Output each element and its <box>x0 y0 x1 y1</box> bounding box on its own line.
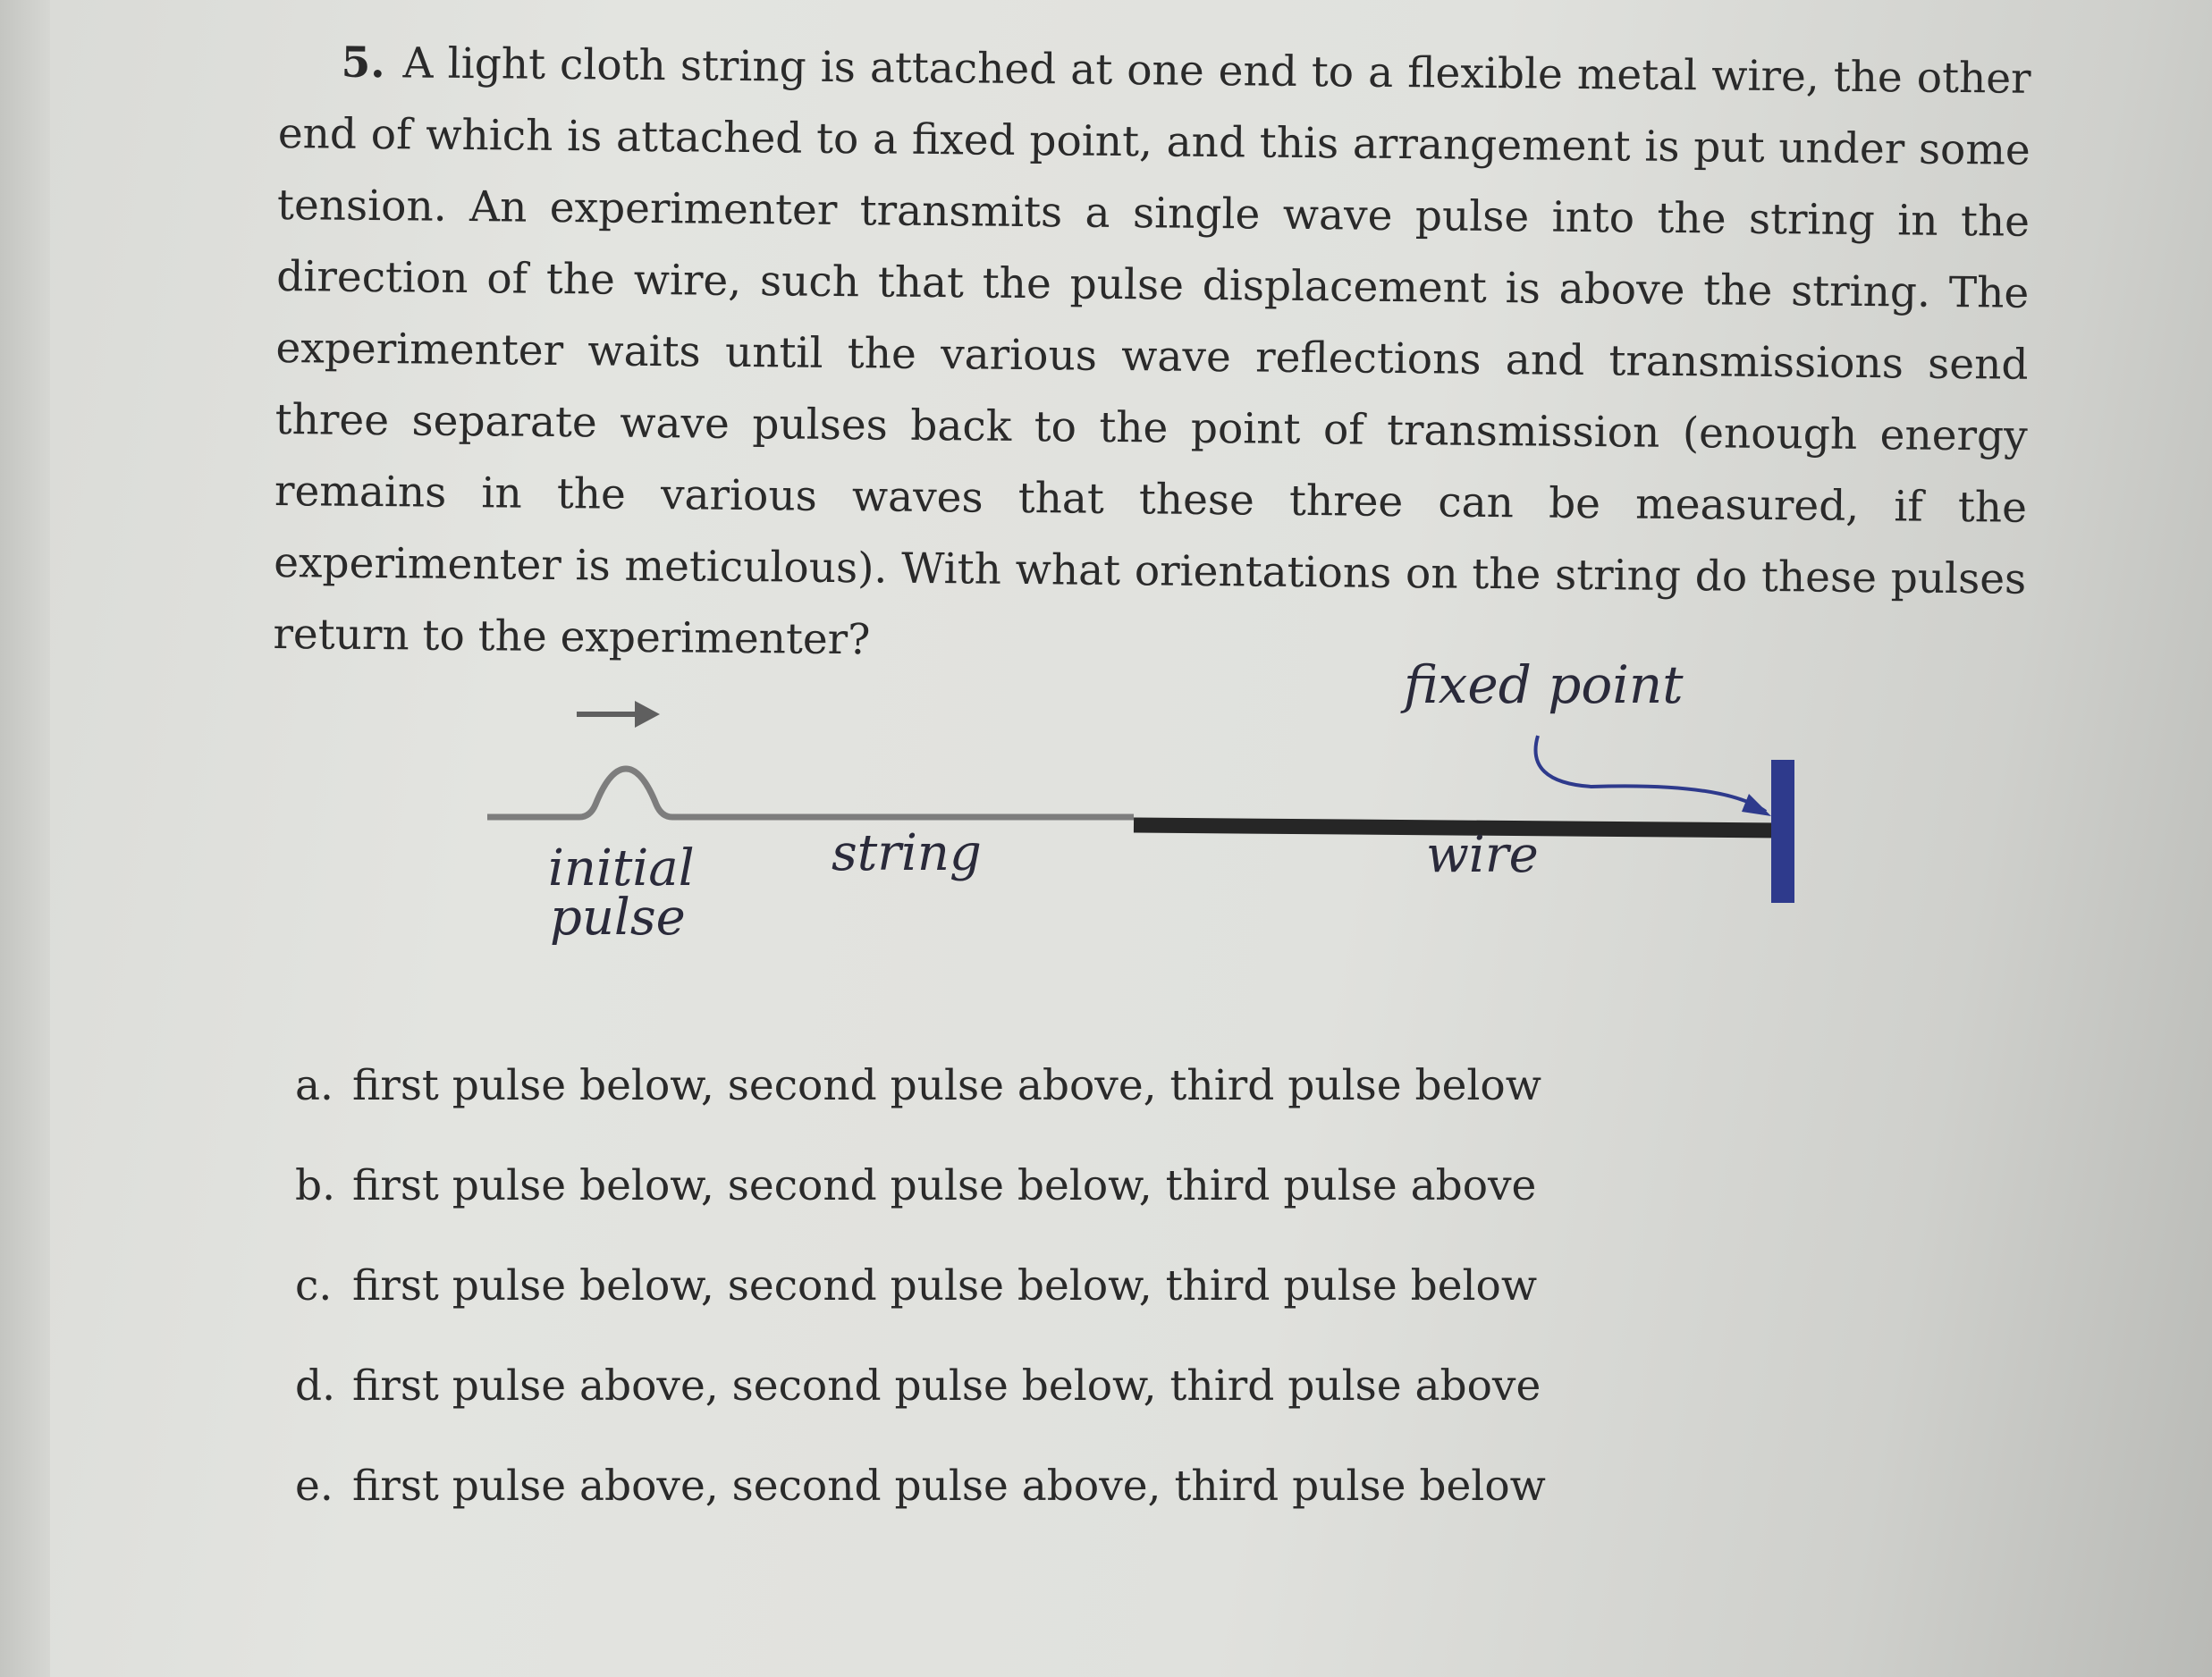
choice-letter: d. <box>295 1361 336 1411</box>
choice-e[interactable] <box>295 1455 1546 1555</box>
label-pulse: pulse <box>550 889 686 947</box>
choice-d[interactable] <box>295 1355 1541 1455</box>
choice-letter: e. <box>295 1462 333 1511</box>
curved-arrow-icon <box>1536 736 1772 816</box>
choice-c[interactable] <box>295 1255 1538 1355</box>
choice-letter: a. <box>295 1061 333 1110</box>
string-with-pulse <box>487 769 1134 817</box>
choice-text: first pulse above, second pulse above, third pulse below <box>352 1462 1546 1511</box>
right-arrow-icon <box>577 701 660 728</box>
page-edge <box>0 0 50 1677</box>
choice-text: first pulse below, second pulse below, third pulse above <box>352 1161 1537 1210</box>
answer-choices <box>295 1055 1546 1555</box>
choice-b[interactable] <box>295 1155 1537 1255</box>
choice-text: first pulse below, second pulse above, third pulse below <box>352 1061 1541 1110</box>
question <box>273 27 2031 687</box>
label-wire: wire <box>1426 826 1539 884</box>
question-text: A light cloth string is attached at one end to a flexible metal wire, the other end of which is attached to a fixed point, and this arrangement is put under some tension. An experimenter transmits a single wave pulse into the string in the direction of the wire, such that the pulse displacement is above the string. The experimenter waits until the various wave reflections and transmissions send three separate wave pulses back to the point of transmission (enough energy remains in the various waves that these three can be measured, if the experimenter is meticulous). With what orientations on the string do these pulses return to the experimenter? <box>273 38 2031 665</box>
choice-a[interactable] <box>295 1055 1541 1155</box>
choice-letter: b. <box>295 1161 336 1210</box>
choice-letter: c. <box>295 1261 333 1310</box>
fixed-point-bar <box>1771 760 1794 903</box>
wave-diagram <box>465 644 1860 1001</box>
label-initial: initial <box>548 839 695 897</box>
label-string: string <box>832 824 982 882</box>
label-fixed-point: fixed point <box>1404 654 1684 715</box>
choice-text: first pulse above, second pulse below, third pulse above <box>352 1361 1541 1411</box>
question-number: 5. <box>341 38 385 88</box>
choice-text: first pulse below, second pulse below, third pulse below <box>352 1261 1538 1310</box>
